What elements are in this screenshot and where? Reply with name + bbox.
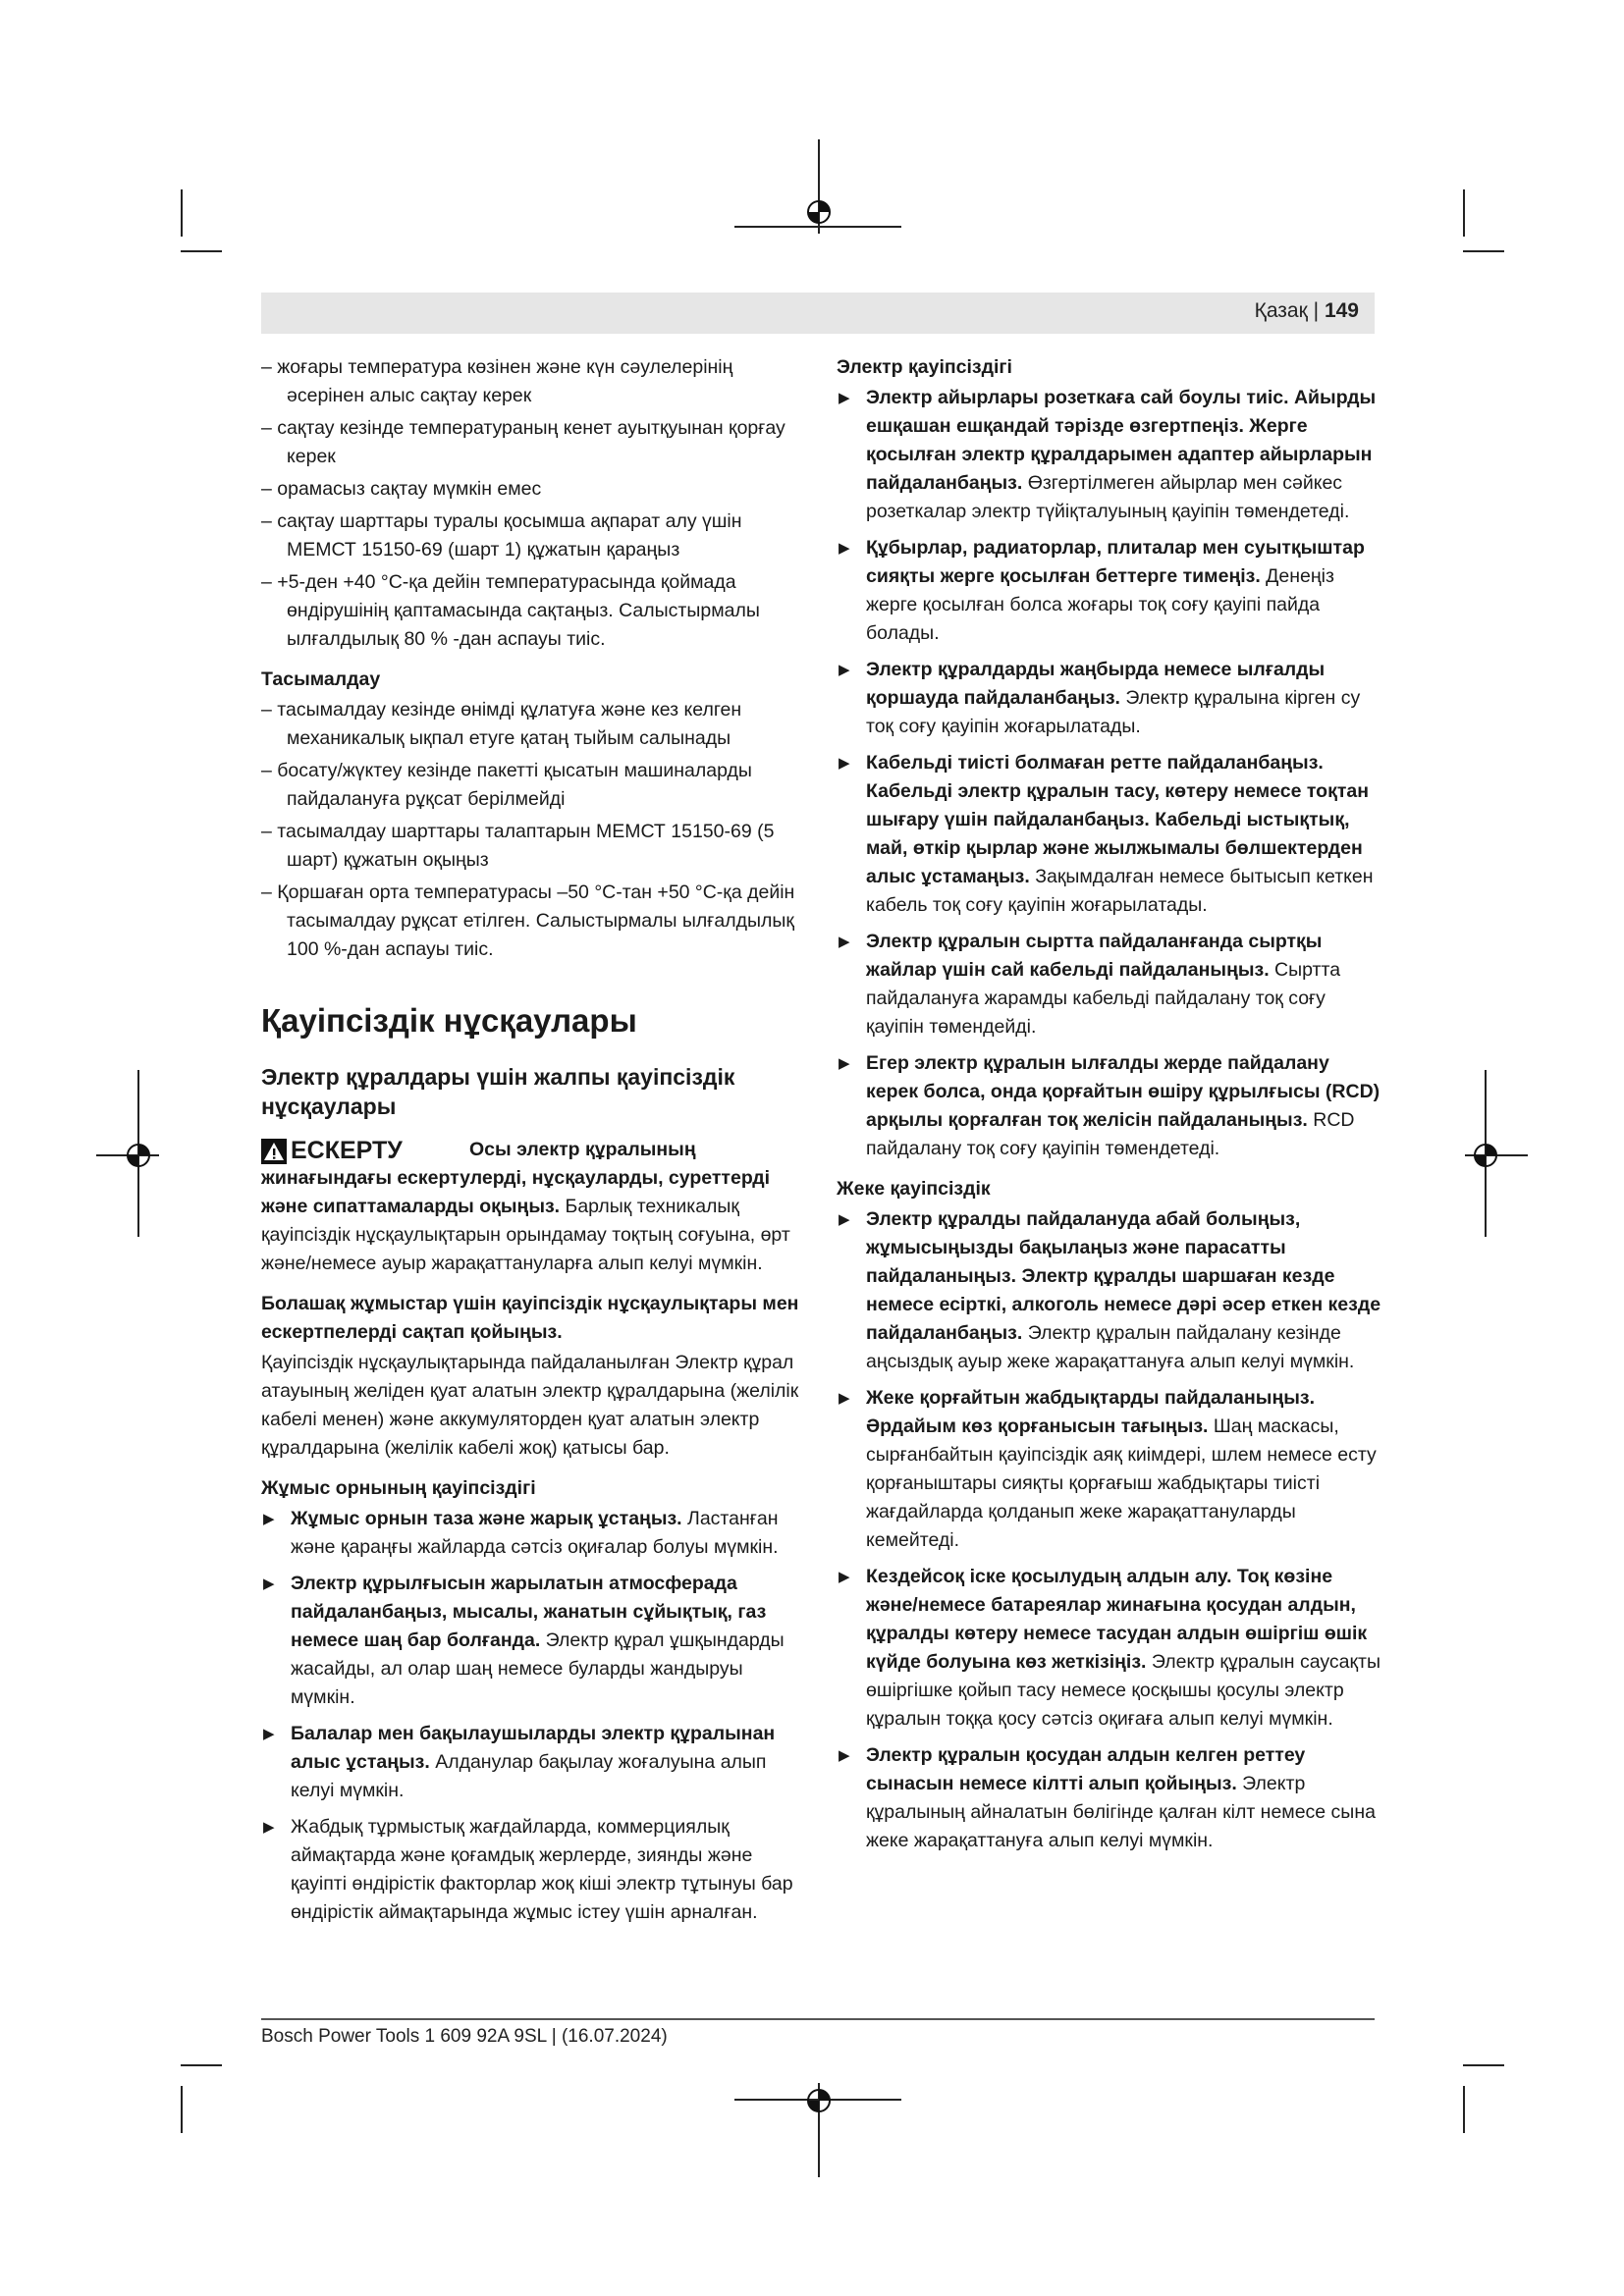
registration-mark-icon — [1471, 1141, 1500, 1170]
list-item-text: Ластанған және қараңғы жайларда сәтсіз оқиғалар болуы мүмкін. — [291, 1508, 779, 1558]
list-item — [261, 1813, 807, 1927]
list-item-bold: Жұмыс орнын таза және жарық ұстаңыз. — [291, 1508, 682, 1529]
list-item-bold: Балалар мен бақылаушыларды электр құралынан алыс ұстаңыз. — [291, 1723, 776, 1773]
bullet-arrow-icon: ▶ — [263, 1575, 275, 1592]
crop-mark — [181, 2086, 183, 2133]
list-item-text: Өзгертілмеген айырлар мен сәйкес розеткалар электр түйіқталуының қауіпін төмендетеді. — [866, 472, 1350, 522]
list-item-text: Зақымдалған немесе бытысып кеткен кабель тоқ соғу қауіпін жоғарылатады. — [866, 866, 1374, 916]
page-header — [261, 293, 1375, 334]
list-item-text: Шаң маскасы, сырғанбайтын қауіпсіздік аяқ киімдері, шлем немесе есту қорғаныштары сияқты қорғағыш жабдықтары тиісті жағдайларда қолданып жеке жарақаттануларды кемейтеді. — [866, 1415, 1377, 1551]
list-item — [261, 1505, 807, 1562]
list-item — [837, 384, 1386, 526]
bullet-arrow-icon: ▶ — [263, 1726, 275, 1742]
bullet-arrow-icon: ▶ — [839, 540, 850, 557]
list-item — [837, 749, 1386, 920]
list-item — [837, 928, 1386, 1041]
header-section: Қазақ — [1254, 299, 1308, 322]
list-item — [837, 1741, 1386, 1855]
header-separator: | — [1313, 299, 1320, 322]
list-item — [837, 1384, 1386, 1555]
bullet-arrow-icon: ▶ — [839, 390, 850, 406]
keep-text: Қауіпсіздік нұсқаулықтарында пайдаланылған Электр құрал атауының желіден қуат алатын электр құралдарына (желілік кабелі менен) және аккумуляторден қуат алатын электр құралдарына (желілік кабелі жоқ) қатысы бар. — [261, 1352, 799, 1459]
list-item-text: Электр құралын саусақты өшіргішке қойып тасу немесе қосқышы қосулы электр құралын тоққа қосу сәтсіз оқиғаға алып келуі мүмкін. — [866, 1651, 1380, 1730]
footer-text: Bosch Power Tools 1 609 92A 9SL | (16.07.2024) — [261, 2026, 668, 2047]
bullet-arrow-icon: ▶ — [839, 662, 850, 678]
safety-title: Қауіпсіздік нұсқаулары — [261, 1002, 637, 1039]
footer-rule — [261, 2018, 1375, 2020]
storage-item: – сақтау кезінде температураның кенет ауытқуынан қорғау керек — [261, 417, 785, 467]
list-item — [837, 1563, 1386, 1734]
list-item-text: Алданулар бақылау жоғалуына алып келуі мүмкін. — [291, 1751, 767, 1801]
warning-label — [261, 1137, 469, 1165]
list-item-text: Электр құралын пайдалану кезінде аңсыздық ауыр жеке жарақаттануға алып келуі мүмкін. — [866, 1322, 1355, 1372]
crop-mark — [1463, 189, 1465, 237]
bullet-arrow-icon: ▶ — [263, 1819, 275, 1836]
transport-item: – Қоршаған орта температурасы –50 °C-тан +50 °C-қа дейін тасымалдау рұқсат етілген. Салыстырмалы ылғалдылық 100 %-дан аспауы тиіс. — [261, 881, 795, 960]
list-item-bold: Электр құралды пайдалануда абай болыңыз, жұмысыңызды бақылаңыз және парасатты пайдаланыңыз. Электр құралды шаршаған кезде немесе есірткі, алкоголь немесе дәрі әсер еткен кезде пайдаланбаңыз. — [866, 1208, 1381, 1344]
list-item-bold: Құбырлар, радиаторлар, плиталар мен суытқыштар сияқты жерге қосылған беттерге тимеңіз. — [866, 537, 1365, 587]
list-item — [837, 656, 1386, 741]
list-item-text: Жабдық тұрмыстық жағдайларда, коммерциялық аймақтарда және қоғамдық жерлерде, зиянды және қауіпті өндірістік факторлар жоқ кіші электр тұтынуы бар өндірістік аймақтарында жұмыс істеу үшін арналған. — [291, 1816, 793, 1923]
transport-item: – тасымалдау шарттары талаптарын МЕМСТ 15150-69 (5 шарт) құжатын оқыңыз — [261, 821, 775, 871]
page-number: 149 — [1324, 299, 1359, 322]
warning-triangle-icon — [261, 1139, 287, 1164]
crop-mark — [1463, 250, 1504, 252]
electrical-heading: Электр қауіпсіздігі — [837, 356, 1012, 378]
list-item-text: Электр құрал ұшқындарды жасайды, ал олар шаң немесе буларды жандыруы мүмкін. — [291, 1629, 785, 1708]
list-item-bold: Кездейсоқ іске қосылудың алдын алу. Тоқ көзіне және/немесе батареялар жинағына қосудан алдын, құралды көтеру немесе тасудан алдын өшіргіш өшік күйде болуына көз жеткізіңіз. — [866, 1566, 1368, 1673]
list-item-bold: Кабельді тиісті болмаған ретте пайдаланбаңыз. Кабельді электр құралын тасу, көтеру немесе тоқтан шығару үшін пайдаланбаңыз. Кабельді ыстықтық, май, өткір қырлар және жылжымалы бөлшектерден алыс ұстамаңыз. — [866, 752, 1370, 887]
bullet-arrow-icon: ▶ — [839, 1390, 850, 1407]
keep-heading: Болашақ жұмыстар үшін қауіпсіздік нұсқаулықтары мен ескертпелерді сақтап қойыңыз. — [261, 1293, 799, 1343]
storage-item: – +5-ден +40 °C-қа дейін температурасында қоймада өндірушінің қаптамасында сақтаңыз. Салыстырмалы ылғалдылық 80 % -дан аспауы тиіс. — [261, 571, 760, 650]
list-item — [837, 534, 1386, 648]
workplace-heading: Жұмыс орнының қауіпсіздігі — [261, 1477, 536, 1499]
crop-mark — [181, 250, 222, 252]
list-item-text: Денеңіз жерге қосылған болса жоғары тоқ соғу қауіпі пайда болады. — [866, 565, 1334, 644]
list-item-bold: Жеке қорғайтын жабдықтарды пайдаланыңыз. Әрдайым көз қорғанысын тағыңыз. — [866, 1387, 1315, 1437]
warning-label-text: ЕСКЕРТУ — [291, 1137, 403, 1164]
warning-block — [261, 1137, 807, 1278]
crop-mark — [1463, 2064, 1504, 2066]
transport-item: – тасымалдау кезінде өнімді құлатуға және кез келген механикалық ықпал етуге қатаң тыйым салынады — [261, 699, 742, 749]
list-item-text: Электр құралына кірген су тоқ соғу қауіпін жоғарылатады. — [866, 687, 1361, 737]
list-item-text: Сыртта пайдалануға жарамды кабельді пайдалану тоқ соғу қауіпін төмендейді. — [866, 959, 1341, 1038]
transport-heading: Тасымалдау — [261, 668, 381, 690]
list-item — [837, 1205, 1386, 1376]
storage-item: – жоғары температура көзінен және күн сәулелерінің әсерінен алыс сақтау керек — [261, 356, 733, 406]
list-item-bold: Электр құралдарды жаңбырда немесе ылғалды қоршауда пайдаланбаңыз. — [866, 659, 1326, 709]
left-column — [261, 353, 807, 1935]
list-item — [261, 1720, 807, 1805]
list-item-bold: Электр құралын қосудан алдын келген реттеу сынасын немесе кілтті алып қойыңыз. — [866, 1744, 1306, 1794]
bullet-arrow-icon: ▶ — [263, 1511, 275, 1527]
bullet-arrow-icon: ▶ — [839, 1211, 850, 1228]
header-text — [1255, 299, 1359, 323]
warning-text: Барлық техникалық қауіпсіздік нұсқаулықтарын орындамау тоқтың соғуына, өрт және/немесе ауыр жарақаттануларға алып келуі мүмкін. — [261, 1196, 790, 1274]
warning-head: Осы электр құралының жинағындағы ескертулерді, нұсқауларды, суреттерді және сипаттамаларды оқыңыз. — [261, 1139, 771, 1217]
list-item-bold: Егер электр құралын ылғалды жерде пайдалану керек болса, онда қорғайтын өшіру құрылғысы (RCD) арқылы қорғалған тоқ желісін пайдаланыңыз. — [866, 1052, 1380, 1131]
list-item — [837, 1049, 1386, 1163]
bullet-arrow-icon: ▶ — [839, 1569, 850, 1585]
list-item-bold: Электр айырлары розеткаға сай боулы тиіс. Айырды ешқашан ешқандай тәрізде өзгертпеңіз. Жерге қосылған электр құралдарымен адаптер айырларын пайдаланбаңыз. — [866, 387, 1377, 494]
transport-item: – босату/жүктеу кезінде пакетті қысатын машиналарды пайдалануға рұқсат берілмейді — [261, 760, 752, 810]
list-item-bold: Электр құрылғысын жарылатын атмосферада пайдаланбаңыз, мысалы, жанатын сұйықтық, газ немесе шаң бар болғанда. — [291, 1573, 767, 1651]
registration-mark-icon — [124, 1141, 153, 1170]
list-item-text: Электр құралының айналатын бөлігінде қалған кілт немесе сына жеке жарақаттануға алып келуі мүмкін. — [866, 1773, 1376, 1851]
storage-item: – орамасыз сақтау мүмкін емес — [261, 478, 542, 500]
list-item-bold: Электр құралын сыртта пайдаланғанда сыртқы жайлар үшін сай кабельді пайдаланыңыз. — [866, 931, 1323, 981]
bullet-arrow-icon: ▶ — [839, 934, 850, 950]
registration-mark-icon — [804, 2086, 834, 2115]
bullet-arrow-icon: ▶ — [839, 755, 850, 772]
bullet-arrow-icon: ▶ — [839, 1747, 850, 1764]
list-item — [261, 1570, 807, 1712]
crop-mark — [1463, 2086, 1465, 2133]
registration-mark-icon — [804, 197, 834, 227]
crop-mark — [181, 2064, 222, 2066]
list-item-text: RCD пайдалану тоқ соғу қауіпін төмендетеді. — [866, 1109, 1355, 1159]
bullet-arrow-icon: ▶ — [839, 1055, 850, 1072]
crop-mark — [181, 189, 183, 237]
general-safety-title: Электр құралдары үшін жалпы қауіпсіздік нұсқаулары — [261, 1064, 735, 1119]
right-column — [837, 353, 1386, 1863]
storage-item: – сақтау шарттары туралы қосымша ақпарат алу үшін МЕМСТ 15150-69 (шарт 1) құжатын қараңыз — [261, 510, 742, 561]
personal-heading: Жеке қауіпсіздік — [837, 1178, 991, 1200]
